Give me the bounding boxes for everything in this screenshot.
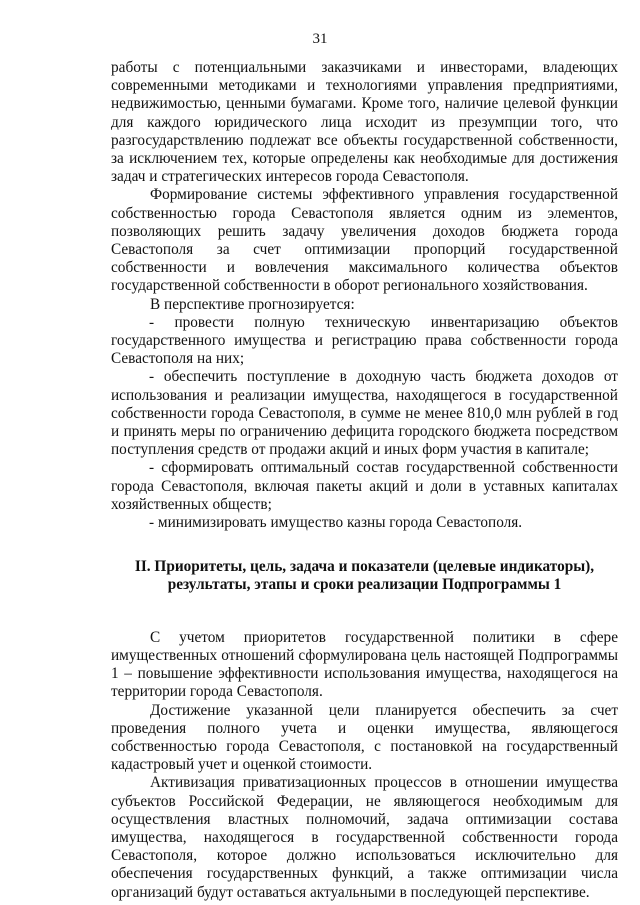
document-body [111,59,618,902]
paragraph-continuation: работы с потенциальными заказчиками и инвесторами, владеющих современными методиками и технологиями управления предприятиями, недвижимостью, ценными бумагами. Кроме того, наличие целевой функции для каждого юридического лица исходит из презумпции того, что разгосударствлению подлежат все объекты государственной собственности, за исключением тех, которые определены как необходимые для достижения задач и стратегических интересов города Севастополя. [111,59,618,186]
paragraph-goal: С учетом приоритетов государственной политики в сфере имущественных отношений сформулирована цель настоящей Подпрограммы 1 – повышение эффективности использования имущества, находящегося на территории города Севастополя. [111,628,618,701]
paragraph-management-system: Формирование системы эффективного управления государственной собственностью города Севастополя является одним из элементов, позволяющих решить задачу увеличения доходов бюджета города Севастополя за счет оптимизации пропорций государственной собственности и вовлечения максимального количества объектов государственной собственности в оборот регионального хозяйствования. [111,186,618,295]
list-item-inventory: - провести полную техническую инвентаризацию объектов государственного имущества и регистрацию права собственности города Севастополя на них; [111,313,618,368]
paragraph-privatization: Активизация приватизационных процессов в отношении имущества субъектов Российской Федерации, не являющегося необходимым для осуществления властных полномочий, задача оптимизации состава имущества, находящегося в государственной собственности города Севастополя, которое должно использоваться исключительно для обеспечения государственных функций, а также оптимизации числа организаций будут оставаться актуальными в последующей перспективе. [111,774,618,901]
paragraph-forecast-intro: В перспективе прогнозируется: [150,295,355,313]
list-item-minimize-treasury: - минимизировать имущество казны города Севастополя. [149,514,523,532]
list-item-budget-revenue: - обеспечить поступление в доходную часть бюджета доходов от использования и реализации имущества, находящегося в государственной собственности города Севастополя, в сумме не менее 810,0 млн рублей в год и принять меры по ограничению дефицита городского бюджета посредством поступления средств от продажи акций и иных форм участия в капитале; [111,368,618,459]
section-heading-line-2: результаты, этапы и сроки реализации Подпрограммы 1 [167,576,562,594]
paragraph-achievement: Достижение указанной цели планируется обеспечить за счет проведения полного учета и оценки имущества, являющегося собственностью города Севастополя, с постановкой на государственный кадастровый учет и оценкой стоимости. [111,701,618,774]
list-item-optimal-composition: - сформировать оптимальный состав государственной собственности города Севастополя, включая пакеты акций и доли в уставных капиталах хозяйственных обществ; [111,459,618,513]
section-heading [111,558,618,594]
section-heading-line-1: II. Приоритеты, цель, задача и показатели (целевые индикаторы), [134,558,595,576]
page-number: 31 [312,31,328,47]
